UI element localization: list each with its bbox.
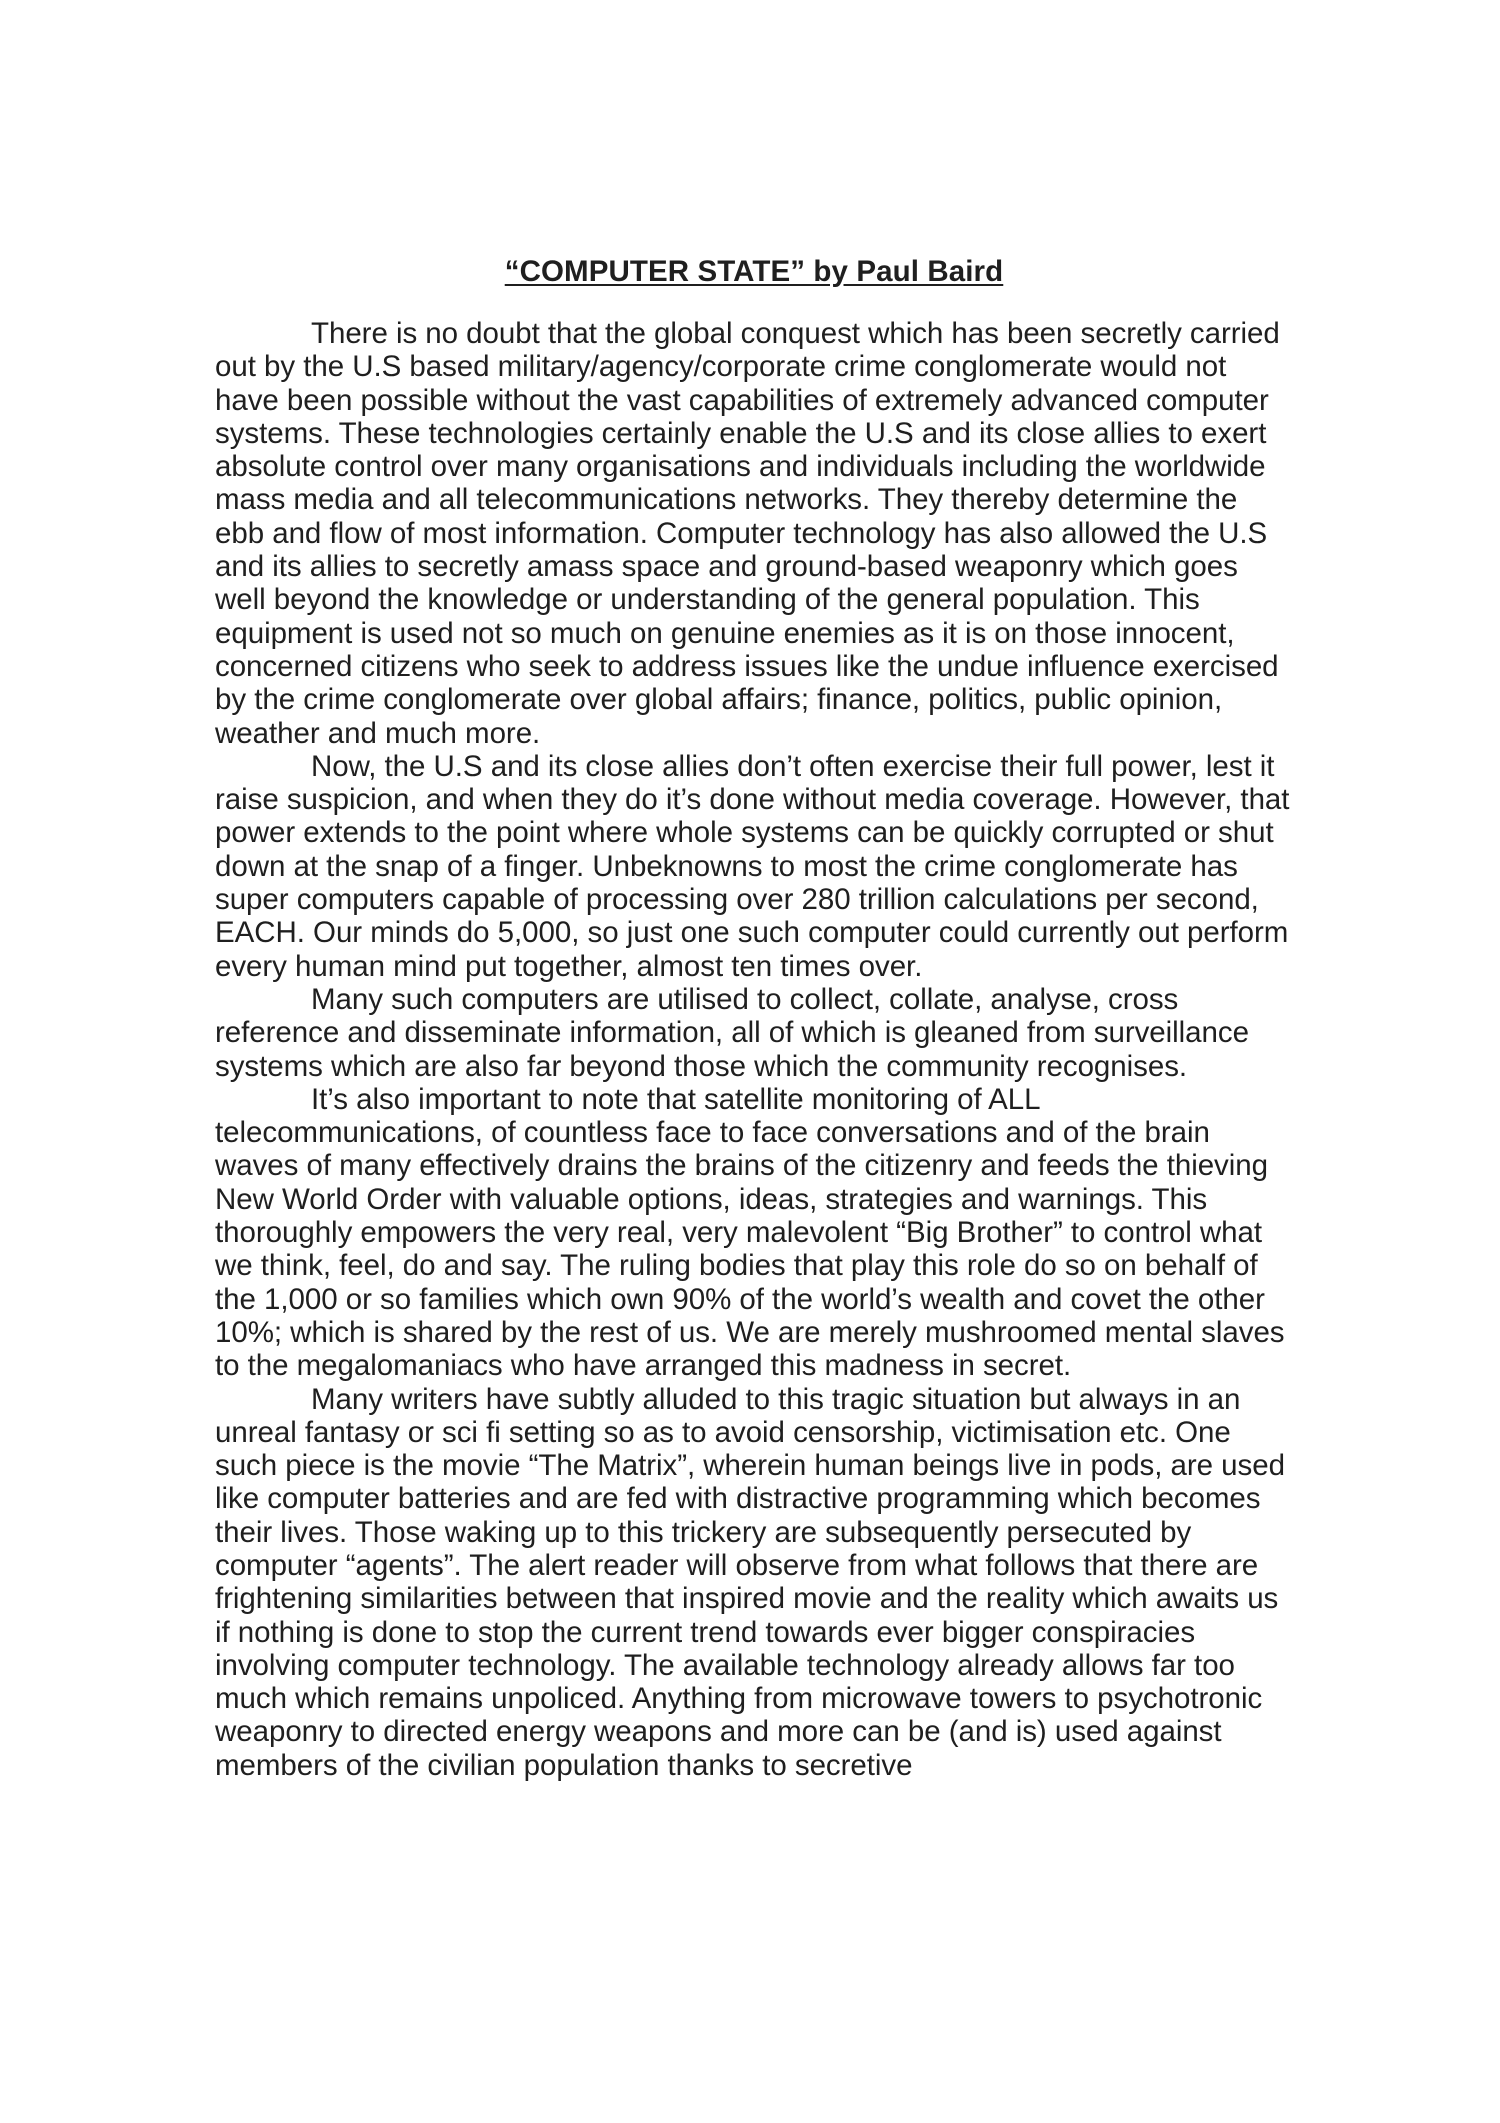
paragraph-4: It’s also important to note that satellite monitoring of ALL telecommunications, of countless face to face conversations and of the brain waves of many effectively drains the brains of the citizenry and feeds the thieving New World Order with valuable options, ideas, strategies and warnings. This thoroughly empowers the very real, very malevolent “Big Brother” to control what we think, feel, do and say. The ruling bodies that play this role do so on behalf of the 1,000 or so families which own 90% of the world’s wealth and covet the other 10%; which is shared by the rest of us. We are merely mushroomed mental slaves to the megalomaniacs who have arranged this madness in secret. bbox=[215, 1082, 1285, 1383]
paragraph-1: There is no doubt that the global conquest which has been secretly carried out by the U.S based military/agency/corporate crime conglomerate would not have been possible without the vast capabilities of extremely advanced computer systems. These technologies certainly enable the U.S and its close allies to exert absolute control over many organisations and individuals including the worldwide mass media and all telecommunications networks. They thereby determine the ebb and flow of most information. Computer technology has also allowed the U.S and its allies to secretly amass space and ground-based weaponry which goes well beyond the knowledge or understanding of the general population. This equipment is used not so much on genuine enemies as it is on those innocent, concerned citizens who seek to address issues like the undue influence exercised by the crime conglomerate over global affairs; finance, politics, public opinion, weather and much more. bbox=[215, 317, 1280, 750]
page-title bbox=[215, 255, 1293, 289]
page-title-text: “COMPUTER STATE” by Paul Baird bbox=[504, 255, 1004, 288]
paragraph-3: Many such computers are utilised to collect, collate, analyse, cross reference and disseminate information, all of which is gleaned from surveillance systems which are also far beyond those which the community recognises. bbox=[215, 982, 1249, 1083]
document-text-column bbox=[215, 255, 1293, 1782]
paragraph-5: Many writers have subtly alluded to this tragic situation but always in an unreal fantasy or sci fi setting so as to avoid censorship, victimisation etc. One such piece is the movie “The Matrix”, wherein human beings live in pods, are used like computer batteries and are fed with distractive programming which becomes their lives. Those waking up to this trickery are subsequently persecuted by computer “agents”. The alert reader will observe from what follows that there are frightening similarities between that inspired movie and the reality which awaits us if nothing is done to stop the current trend towards ever bigger conspiracies involving computer technology. The available technology already allows far too much which remains unpoliced. Anything from microwave towers to psychotronic weaponry to directed energy weapons and more can be (and is) used against members of the civilian population thanks to secretive bbox=[215, 1382, 1285, 1782]
paragraph-2: Now, the U.S and its close allies don’t often exercise their full power, lest it raise suspicion, and when they do it’s done without media coverage. However, that power extends to the point where whole systems can be quickly corrupted or shut down at the snap of a finger. Unbeknowns to most the crime conglomerate has super computers capable of processing over 280 trillion calculations per second, EACH. Our minds do 5,000, so just one such computer could currently out perform every human mind put together, almost ten times over. bbox=[215, 749, 1290, 983]
